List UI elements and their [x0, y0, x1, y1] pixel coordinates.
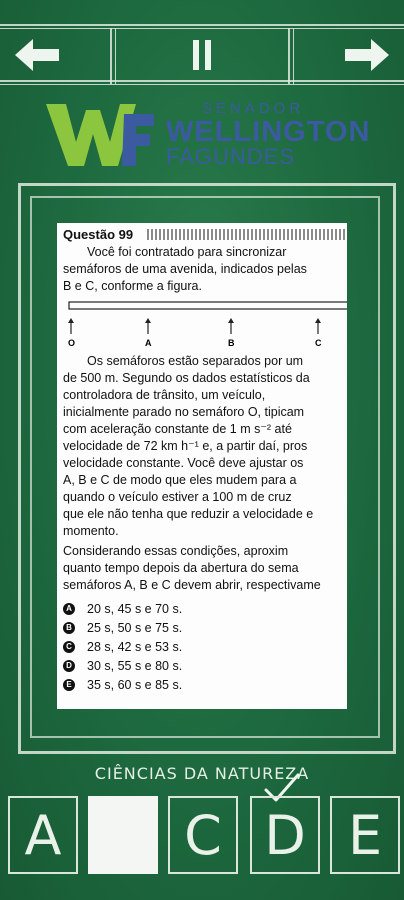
- answer-button-c[interactable]: C: [168, 796, 238, 874]
- body-line-6: velocidade de 72 km h⁻¹ e, a partir daí, pros: [63, 439, 308, 453]
- chalk-divider-2b: [293, 28, 294, 84]
- option-b-badge: B: [63, 622, 75, 634]
- chalk-border-top: [0, 24, 404, 26]
- top-navigation-bar: [0, 22, 404, 88]
- logo-senador-text: SENADOR: [202, 100, 305, 117]
- forward-arrow-icon: [341, 36, 393, 74]
- chalk-divider-1b: [115, 28, 116, 84]
- chalk-divider-2: [288, 28, 290, 84]
- answer-button-b[interactable]: [88, 796, 158, 874]
- option-a: [63, 599, 182, 618]
- wf-logo-mark-icon: [44, 102, 154, 168]
- back-arrow-icon: [11, 36, 63, 74]
- option-b-text: 25 s, 50 s e 75 s.: [87, 620, 183, 635]
- option-d-badge: D: [63, 660, 75, 672]
- body-line-4: inicialmente parado no semáforo O, tipicam: [63, 405, 305, 419]
- option-b: [63, 618, 182, 637]
- option-c-text: 28 s, 42 s e 53 s.: [87, 639, 183, 654]
- body-line-10: que ele não tenha que reduzir a velocidade e: [63, 507, 314, 521]
- question-title: Questão 99: [63, 227, 134, 242]
- intro-line-1: Você foi contratado para sincronizar: [87, 245, 287, 259]
- logo-wellington-text: WELLINGTON: [166, 116, 371, 148]
- forward-button[interactable]: [338, 32, 396, 78]
- logo-fagundes-text: FAGUNDES: [166, 144, 296, 169]
- body-line-9: quando o veículo estiver a 100 m de cruz: [63, 490, 292, 504]
- prompt-line-2: quanto tempo depois da abertura do sema: [63, 561, 299, 575]
- prompt-line-1: Considerando essas condições, aproxim: [63, 544, 289, 558]
- option-d: [63, 656, 182, 675]
- chalk-border-bottom: [0, 80, 404, 82]
- chalk-border-top-2: [0, 28, 404, 29]
- pause-icon: [176, 36, 228, 74]
- subject-label: CIÊNCIAS DA NATUREZA: [94, 764, 310, 783]
- question-header-stripe: [147, 229, 347, 240]
- intro-line-3: B e C, conforme a figura.: [63, 279, 202, 293]
- body-line-8: A, B e C de modo que eles mudem para a: [63, 473, 297, 487]
- marker-o: [68, 318, 74, 334]
- brand-logo: [40, 100, 370, 170]
- body-line-3: controladora de trânsito, um veículo,: [63, 388, 266, 402]
- label-o: O: [68, 338, 76, 348]
- option-a-badge: A: [63, 603, 75, 615]
- answer-button-a[interactable]: A: [8, 796, 78, 874]
- question-card[interactable]: [57, 223, 347, 709]
- marker-a: [145, 318, 151, 334]
- answer-buttons-row: [0, 790, 404, 880]
- pause-button[interactable]: [173, 32, 231, 78]
- option-e-badge: E: [63, 679, 75, 691]
- option-a-text: 20 s, 45 s e 70 s.: [87, 601, 183, 616]
- chalk-border-bottom-2: [0, 84, 404, 85]
- option-d-text: 30 s, 55 s e 80 s.: [87, 658, 183, 673]
- traffic-light-diagram: [65, 298, 347, 348]
- marker-b: [228, 318, 234, 334]
- label-b: B: [228, 338, 235, 348]
- label-a: A: [145, 338, 152, 348]
- body-line-7: velocidade constante. Você deve ajustar os: [63, 456, 304, 470]
- option-e: [63, 675, 182, 694]
- body-line-2: de 500 m. Segundo os dados estatísticos da: [63, 371, 310, 385]
- answer-options-list: [63, 599, 182, 694]
- option-c: [63, 637, 182, 656]
- avenue-road: [69, 302, 347, 309]
- answer-button-e[interactable]: E: [330, 796, 400, 874]
- back-button[interactable]: [8, 32, 66, 78]
- body-line-5: com aceleração constante de 1 m s⁻² até: [63, 422, 292, 436]
- label-c: C: [315, 338, 322, 348]
- intro-line-2: semáforos de uma avenida, indicados pelas: [63, 262, 307, 276]
- answer-button-d[interactable]: D: [250, 796, 320, 874]
- body-line-11: momento.: [63, 524, 119, 538]
- option-c-badge: C: [63, 641, 75, 653]
- marker-c: [315, 318, 321, 334]
- chalk-divider-1: [110, 28, 112, 84]
- body-line-1: Os semáforos estão separados por um: [87, 354, 304, 368]
- option-e-text: 35 s, 60 s e 85 s.: [87, 677, 183, 692]
- prompt-line-3: semáforos A, B e C devem abrir, respectivame: [63, 578, 321, 592]
